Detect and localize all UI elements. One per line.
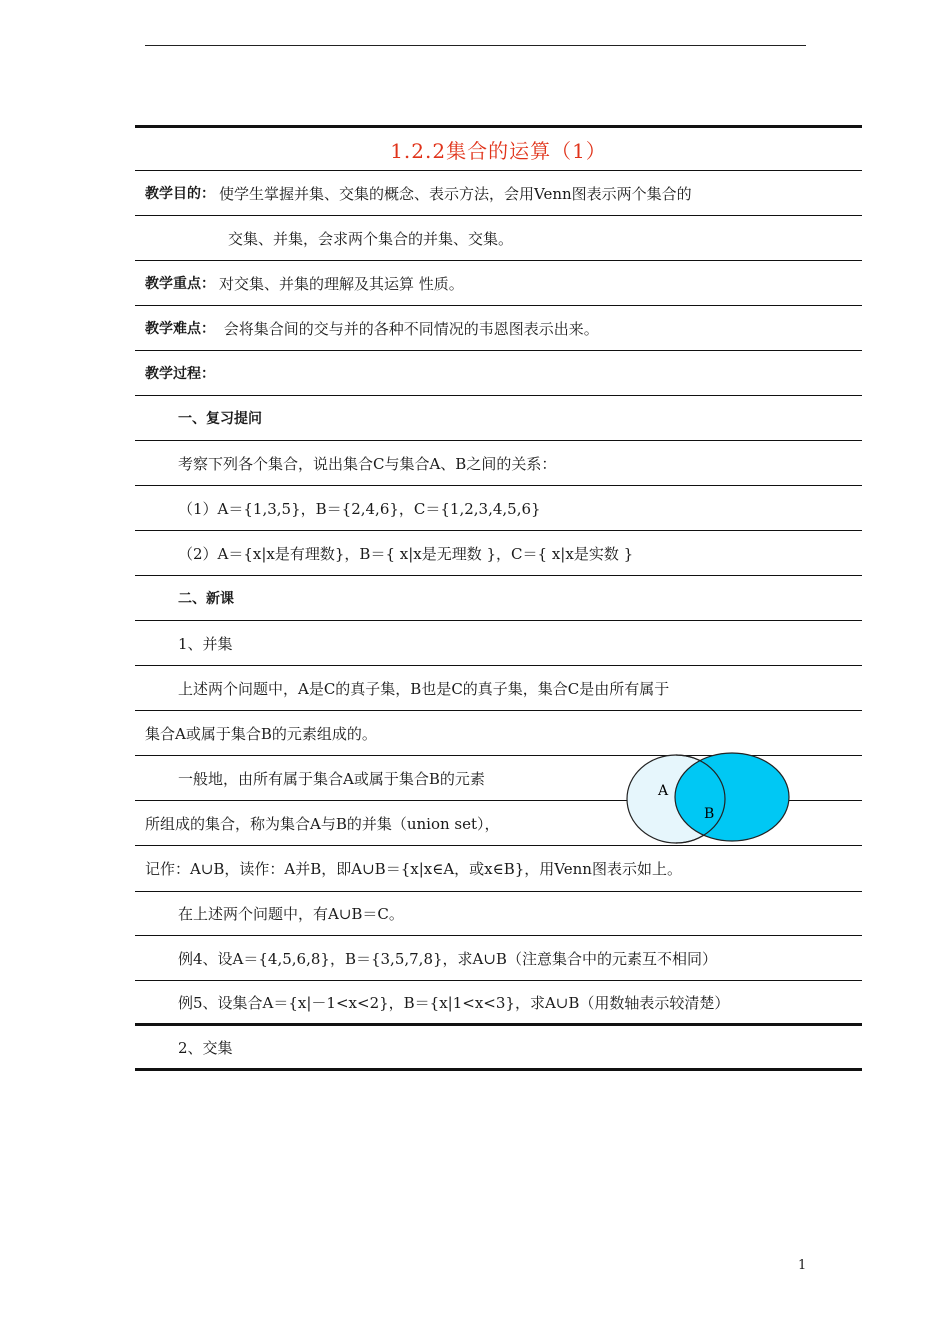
- section1-item1-row: [135, 486, 862, 531]
- goal-label: 教学目的：: [145, 186, 215, 202]
- p2-line1: 一般地，由所有属于集合A或属于集合B的元素: [178, 769, 485, 788]
- key-point-text: 对交集、并集的理解及其运算 性质。: [219, 274, 464, 293]
- venn-set-b: [675, 753, 789, 841]
- p1-line1: 上述两个问题中，A是C的真子集，B也是C的真子集，集合C是由所有属于: [178, 679, 670, 698]
- goal-row-2: [135, 216, 862, 261]
- example4-row: [135, 936, 862, 981]
- union-heading: 1、并集: [178, 634, 233, 653]
- goal-text-1: 使学生掌握并集、交集的概念、表示方法，会用Venn图表示两个集合的: [219, 184, 692, 203]
- venn-label-b: B: [704, 806, 715, 822]
- intersection-heading-row: [135, 1026, 862, 1071]
- section1-heading: 一、复习提问: [178, 411, 262, 427]
- section1-intro: 考察下列各个集合，说出集合C与集合A、B之间的关系：: [178, 454, 557, 473]
- section2-heading-row: [135, 576, 862, 621]
- p2-line3-row: [135, 846, 862, 891]
- section1-item1: （1）A＝{1,3,5}，B＝{2,4,6}，C＝{1,2,3,4,5,6}: [178, 499, 541, 518]
- goal-text-2: 交集、并集，会求两个集合的并集、交集。: [228, 229, 514, 248]
- difficulty-row: [135, 306, 862, 351]
- example5-text: 例5、设集合A＝{x|－1<x<2}，B＝{x|1<x<3}，求A∪B（用数轴表示较清楚）: [178, 993, 730, 1012]
- lesson-table: [135, 125, 862, 1071]
- process-label: 教学过程：: [145, 366, 215, 382]
- example5-row: [135, 981, 862, 1026]
- section1-item2-row: [135, 531, 862, 576]
- difficulty-label: 教学难点：: [145, 321, 215, 337]
- union-heading-row: [135, 621, 862, 666]
- venn-label-a: A: [658, 783, 669, 799]
- p1-line1-row: [135, 666, 862, 711]
- venn-diagram: [624, 752, 794, 846]
- page-title: 1.2.2集合的运算（1）: [390, 138, 607, 163]
- p3-row: [135, 891, 862, 936]
- p1-line2-row: [135, 711, 862, 756]
- process-row: [135, 351, 862, 396]
- section2-heading: 二、新课: [178, 591, 234, 607]
- p3-text: 在上述两个问题中，有A∪B＝C。: [178, 905, 404, 923]
- goal-row-1: [135, 171, 862, 216]
- p2-line3: 记作：A∪B，读作：A并B，即A∪B＝{x|x∈A，或x∈B}，用Venn图表示如上。: [145, 860, 682, 878]
- example4-text: 例4、设A＝{4,5,6,8}，B＝{3,5,7,8}，求A∪B（注意集合中的元素互不相同）: [178, 949, 717, 968]
- header-rule: [145, 45, 806, 46]
- section1-item2: （2）A＝{x|x是有理数}，B＝{ x|x是无理数 }，C＝{ x|x是实数 }: [178, 544, 634, 563]
- intersection-heading: 2、交集: [178, 1038, 233, 1057]
- section1-heading-row: [135, 396, 862, 441]
- page-number: 1: [798, 1258, 807, 1273]
- key-point-row: [135, 261, 862, 306]
- p2-line2: 所组成的集合，称为集合A与B的并集（union set），: [145, 814, 500, 833]
- p1-line2: 集合A或属于集合B的元素组成的。: [145, 724, 377, 743]
- key-point-label: 教学重点：: [145, 276, 215, 292]
- section1-intro-row: [135, 441, 862, 486]
- title-row: [135, 125, 862, 171]
- difficulty-text: 会将集合间的交与并的各种不同情况的韦恩图表示出来。: [219, 319, 599, 338]
